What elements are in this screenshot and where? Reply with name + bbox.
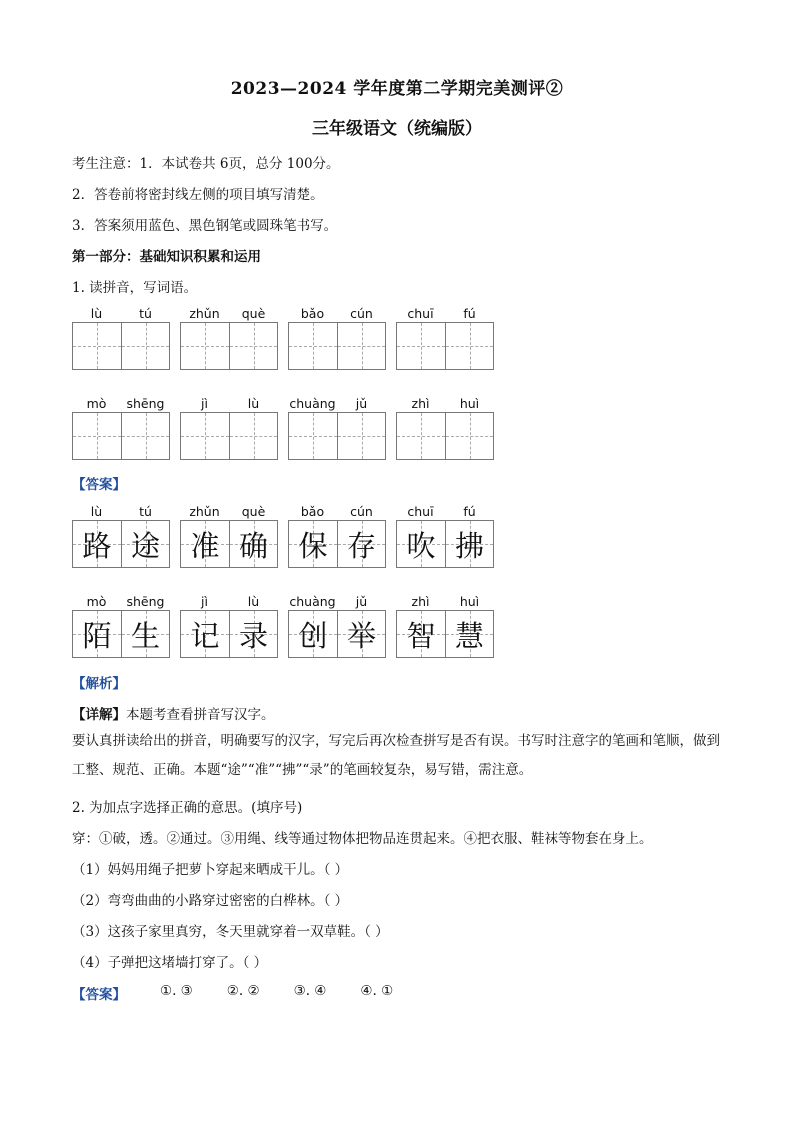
pinyin-line	[288, 306, 386, 322]
blank-char-cell	[289, 323, 337, 369]
pinyin-line	[396, 396, 494, 412]
q2-answer-2: ②. ②	[226, 983, 260, 999]
pinyin-word-group	[72, 594, 170, 658]
pinyin-syllable: lù	[247, 396, 260, 411]
tianzige-box	[288, 610, 386, 658]
pinyin-syllable: chuàng	[289, 396, 336, 411]
q2-answer-row	[72, 983, 393, 1003]
answer-char: 保	[298, 528, 328, 563]
pinyin-syllable: zhì	[411, 396, 430, 411]
pinyin-word-group	[396, 504, 494, 568]
answer-char-cell	[289, 521, 337, 567]
blank-char-cell	[397, 413, 445, 459]
pinyin-syllable: huì	[459, 396, 480, 411]
pinyin-line	[72, 504, 170, 520]
answer-char: 确	[238, 528, 268, 563]
pinyin-line	[180, 504, 278, 520]
tianzige-box	[180, 412, 278, 460]
tianzige-box	[72, 322, 170, 370]
q2-item-2: （2）弯弯曲曲的小路穿过密密的白桦林。（ ）	[72, 893, 349, 909]
answer-grid-row-2	[72, 594, 494, 658]
blank-char-cell	[397, 323, 445, 369]
blank-char-cell	[181, 323, 229, 369]
question-1-prompt: 1. 读拼音，写词语。	[72, 280, 198, 296]
pinyin-syllable: tú	[139, 504, 152, 519]
tianzige-box	[180, 610, 278, 658]
tianzige-box	[180, 322, 278, 370]
answer-char: 陌	[82, 618, 112, 653]
answer-char-cell	[229, 611, 277, 657]
exam-subtitle: 三年级语文（统编版）	[312, 119, 482, 139]
answer-char-cell	[337, 611, 385, 657]
note-line-3: 3．答案须用蓝色、黑色钢笔或圆珠笔书写。	[72, 218, 338, 234]
answer-char-cell	[445, 611, 493, 657]
pinyin-word-group	[288, 594, 386, 658]
pinyin-word-group	[180, 306, 278, 370]
pinyin-syllable: bǎo	[300, 504, 325, 519]
pinyin-syllable: jǔ	[355, 594, 368, 609]
pinyin-line	[72, 396, 170, 412]
exam-title: 2023—2024 学年度第二学期完美测评②	[230, 79, 564, 99]
tianzige-box	[396, 412, 494, 460]
q2-item-3: （3）这孩子家里真穷，冬天里就穿着一双草鞋。（ ）	[72, 924, 389, 940]
pinyin-syllable: cún	[350, 306, 373, 321]
tianzige-box	[288, 520, 386, 568]
answer-char-cell	[181, 521, 229, 567]
pinyin-syllable: chuī	[407, 504, 434, 519]
tianzige-box	[396, 322, 494, 370]
pinyin-word-group	[180, 594, 278, 658]
tianzige-box	[180, 520, 278, 568]
blank-char-cell	[121, 413, 169, 459]
pinyin-line	[72, 594, 170, 610]
pinyin-syllable: zhǔn	[189, 306, 220, 321]
pinyin-syllable: jì	[201, 396, 208, 411]
pinyin-syllable: zhǔn	[189, 504, 220, 519]
pinyin-line	[288, 594, 386, 610]
pinyin-word-group	[288, 396, 386, 460]
answer-char-cell	[73, 611, 121, 657]
pinyin-word-group	[72, 504, 170, 568]
pinyin-line	[180, 396, 278, 412]
tianzige-box	[288, 412, 386, 460]
q2-item-4: （4）子弹把这堵墙打穿了。（ ）	[72, 955, 268, 971]
answer-char-cell	[289, 611, 337, 657]
pinyin-word-group	[396, 594, 494, 658]
answer-char: 录	[238, 618, 268, 653]
blank-char-cell	[121, 323, 169, 369]
pinyin-line	[396, 594, 494, 610]
answer-char: 途	[130, 528, 160, 563]
answer-char: 慧	[454, 618, 484, 653]
blank-grid-row-2	[72, 396, 494, 460]
pinyin-line	[396, 306, 494, 322]
answer-char: 生	[130, 618, 160, 653]
answer-tag-q2: 【答案】	[72, 987, 126, 1003]
tianzige-box	[72, 520, 170, 568]
meanings-text: 穿：①破，透。②通过。③用绳、线等通过物体把物品连贯起来。④把衣服、鞋袜等物套在身上。	[72, 831, 653, 847]
tianzige-box	[72, 610, 170, 658]
pinyin-syllable: fú	[463, 504, 476, 519]
pinyin-syllable: cún	[350, 504, 373, 519]
detail-line	[72, 703, 275, 723]
detail-tag: 【详解】	[72, 707, 126, 723]
note-line-2: 2．答卷前将密封线左侧的项目填写清楚。	[72, 187, 324, 203]
pinyin-word-group	[72, 396, 170, 460]
answer-char: 准	[190, 528, 220, 563]
answer-char: 吹	[406, 528, 436, 563]
blank-char-cell	[229, 413, 277, 459]
blank-char-cell	[445, 413, 493, 459]
q2-answer-1: ①. ③	[160, 983, 193, 999]
pinyin-syllable: lù	[247, 594, 260, 609]
pinyin-word-group	[396, 396, 494, 460]
analysis-tag: 【解析】	[72, 676, 126, 692]
pinyin-word-group	[180, 396, 278, 460]
answer-char: 拂	[454, 528, 484, 563]
pinyin-syllable: bǎo	[300, 306, 325, 321]
q2-answer-3: ③. ④	[293, 983, 327, 999]
tianzige-box	[396, 610, 494, 658]
pinyin-syllable: què	[241, 306, 266, 321]
question-2-prompt: 2. 为加点字选择正确的意思。(填序号)	[72, 800, 303, 816]
blank-char-cell	[229, 323, 277, 369]
q2-item-1: （1）妈妈用绳子把萝卜穿起来晒成干儿。（ ）	[72, 862, 349, 878]
note-line-1: 考生注意：1．本试卷共 6页，总分 100分。	[72, 156, 340, 172]
answer-char-cell	[121, 521, 169, 567]
answer-char: 举	[346, 618, 376, 653]
answer-char-cell	[337, 521, 385, 567]
pinyin-syllable: mò	[86, 594, 107, 609]
pinyin-syllable: chuàng	[289, 594, 336, 609]
blank-grid-row-1	[72, 306, 494, 370]
pinyin-word-group	[288, 306, 386, 370]
pinyin-syllable: mò	[86, 396, 107, 411]
pinyin-word-group	[180, 504, 278, 568]
tianzige-box	[396, 520, 494, 568]
answer-grid-row-1	[72, 504, 494, 568]
pinyin-word-group	[288, 504, 386, 568]
answer-char-cell	[229, 521, 277, 567]
answer-char: 存	[346, 528, 376, 563]
pinyin-syllable: què	[241, 504, 266, 519]
pinyin-line	[72, 306, 170, 322]
tianzige-box	[72, 412, 170, 460]
answer-char-cell	[73, 521, 121, 567]
pinyin-line	[180, 306, 278, 322]
pinyin-syllable: zhì	[411, 594, 430, 609]
answer-tag-q1: 【答案】	[72, 477, 126, 493]
q2-answer-4: ④. ①	[360, 983, 394, 999]
pinyin-syllable: huì	[459, 594, 480, 609]
pinyin-word-group	[72, 306, 170, 370]
pinyin-syllable: shēng	[126, 594, 165, 609]
blank-char-cell	[73, 413, 121, 459]
pinyin-syllable: fú	[463, 306, 476, 321]
answer-char-cell	[121, 611, 169, 657]
answer-char-cell	[445, 521, 493, 567]
pinyin-line	[288, 504, 386, 520]
part-heading: 第一部分：基础知识积累和运用	[72, 249, 261, 265]
blank-char-cell	[337, 323, 385, 369]
answer-char: 创	[298, 618, 328, 653]
pinyin-line	[180, 594, 278, 610]
detail-text: 本题考查看拼音写汉字。	[126, 707, 275, 723]
pinyin-line	[288, 396, 386, 412]
pinyin-word-group	[396, 306, 494, 370]
pinyin-syllable: tú	[139, 306, 152, 321]
pinyin-syllable: shēng	[126, 396, 165, 411]
explanation-text: 要认真拼读给出的拼音，明确要写的汉字，写完后再次检查拼写是否有误。书写时注意字的笔画和笔顺，做到工整、规范、正确。本题“途”“准”“拂”“录”的笔画较复杂，易写错，需注意。	[72, 733, 720, 778]
pinyin-syllable: jì	[201, 594, 208, 609]
blank-char-cell	[445, 323, 493, 369]
answer-char-cell	[181, 611, 229, 657]
pinyin-syllable: chuī	[407, 306, 434, 321]
pinyin-line	[396, 504, 494, 520]
blank-char-cell	[289, 413, 337, 459]
answer-char: 记	[190, 618, 220, 653]
blank-char-cell	[337, 413, 385, 459]
tianzige-box	[288, 322, 386, 370]
blank-char-cell	[181, 413, 229, 459]
answer-char-cell	[397, 611, 445, 657]
pinyin-syllable: lù	[90, 504, 103, 519]
answer-char-cell	[397, 521, 445, 567]
pinyin-syllable: jǔ	[355, 396, 368, 411]
blank-char-cell	[73, 323, 121, 369]
answer-char: 路	[82, 528, 112, 563]
pinyin-syllable: lù	[90, 306, 103, 321]
answer-char: 智	[406, 618, 436, 653]
